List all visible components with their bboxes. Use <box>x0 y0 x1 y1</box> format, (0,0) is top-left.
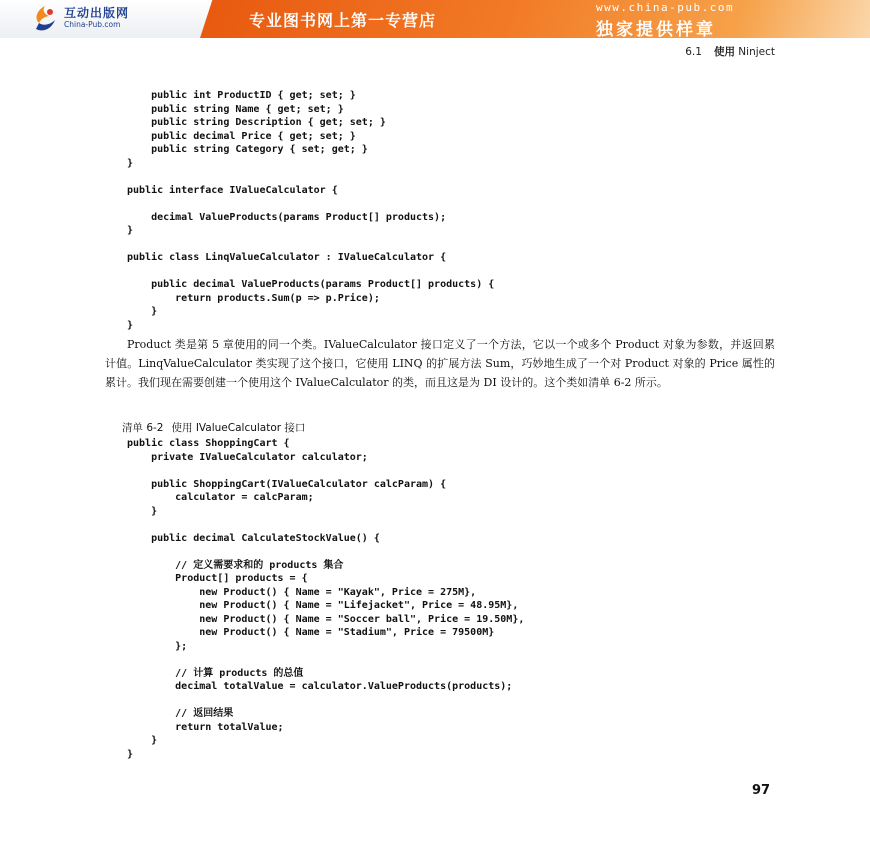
china-pub-logo-icon <box>30 4 60 34</box>
code-block-product-interfaces: public int ProductID { get; set; } public string Name { get; set; } public string Description { get; set; } public decimal Price { get; set; } public string Category { set; get; } } public interface IValueCalculator { decimal ValueProducts(params Product[] products); } public class LinqValueCalculator : IValueCalculator { public decimal ValueProducts(params Product[] products) { return products.Sum(p => p.Price); } } <box>127 90 495 331</box>
section-title-en: Ninject <box>738 46 775 58</box>
listing-caption <box>122 420 305 435</box>
listing-number: 清单 6-2 <box>122 422 164 434</box>
site-banner <box>0 0 870 38</box>
site-url: www.china-pub.com <box>596 1 735 14</box>
listing-title: 使用 IValueCalculator 接口 <box>171 422 306 434</box>
section-number: 6.1 <box>685 46 702 58</box>
running-header <box>685 44 775 59</box>
banner-slogan: 专业图书网上第一专营店 <box>249 11 437 30</box>
page-number: 97 <box>752 783 771 798</box>
logo-text <box>64 7 129 29</box>
body-paragraph: Product 类是第 5 章使用的同一个类。IValueCalculator 接口定义了一个方法，它以一个或多个 Product 对象为参数，并返回累计值。LinqValueCalculator 类实现了这个接口，它使用 LINQ 的扩展方法 Sum，巧妙地生成了一个对 Product 对象的 Price 属性的累计。我们现在需要创建一个使用这个 IValueCalculator 的类，而且这是为 DI 设计的。这个类如清单 6-2 所示。 <box>105 338 775 389</box>
logo-chinese-name: 互动出版网 <box>64 6 130 20</box>
code-block-shopping-cart: public class ShoppingCart { private IValueCalculator calculator; public ShoppingCart(IValueCalculator calcParam) { calculator = calcParam; } public decimal CalculateStockValue() { // 定义需要求和的 products 集合 Product[] products = { new Product() { Name = "Kayak", Price = 275M}, new Product() { Name = "Lifejacket", Price = 48.95M}, new Product() { Name = "Soccer ball", Price = 19.50M}, new Product() { Name = "Stadium", Price = 79500M} }; // 计算 products 的总值 decimal totalValue = calculator.ValueProducts(products); // 返回结果 return totalValue; } } <box>127 438 525 760</box>
section-title-cn: 使用 <box>713 46 735 58</box>
logo-english-name: China-Pub.com <box>64 20 121 29</box>
sample-chapter-label: 独家提供样章 <box>596 20 716 38</box>
